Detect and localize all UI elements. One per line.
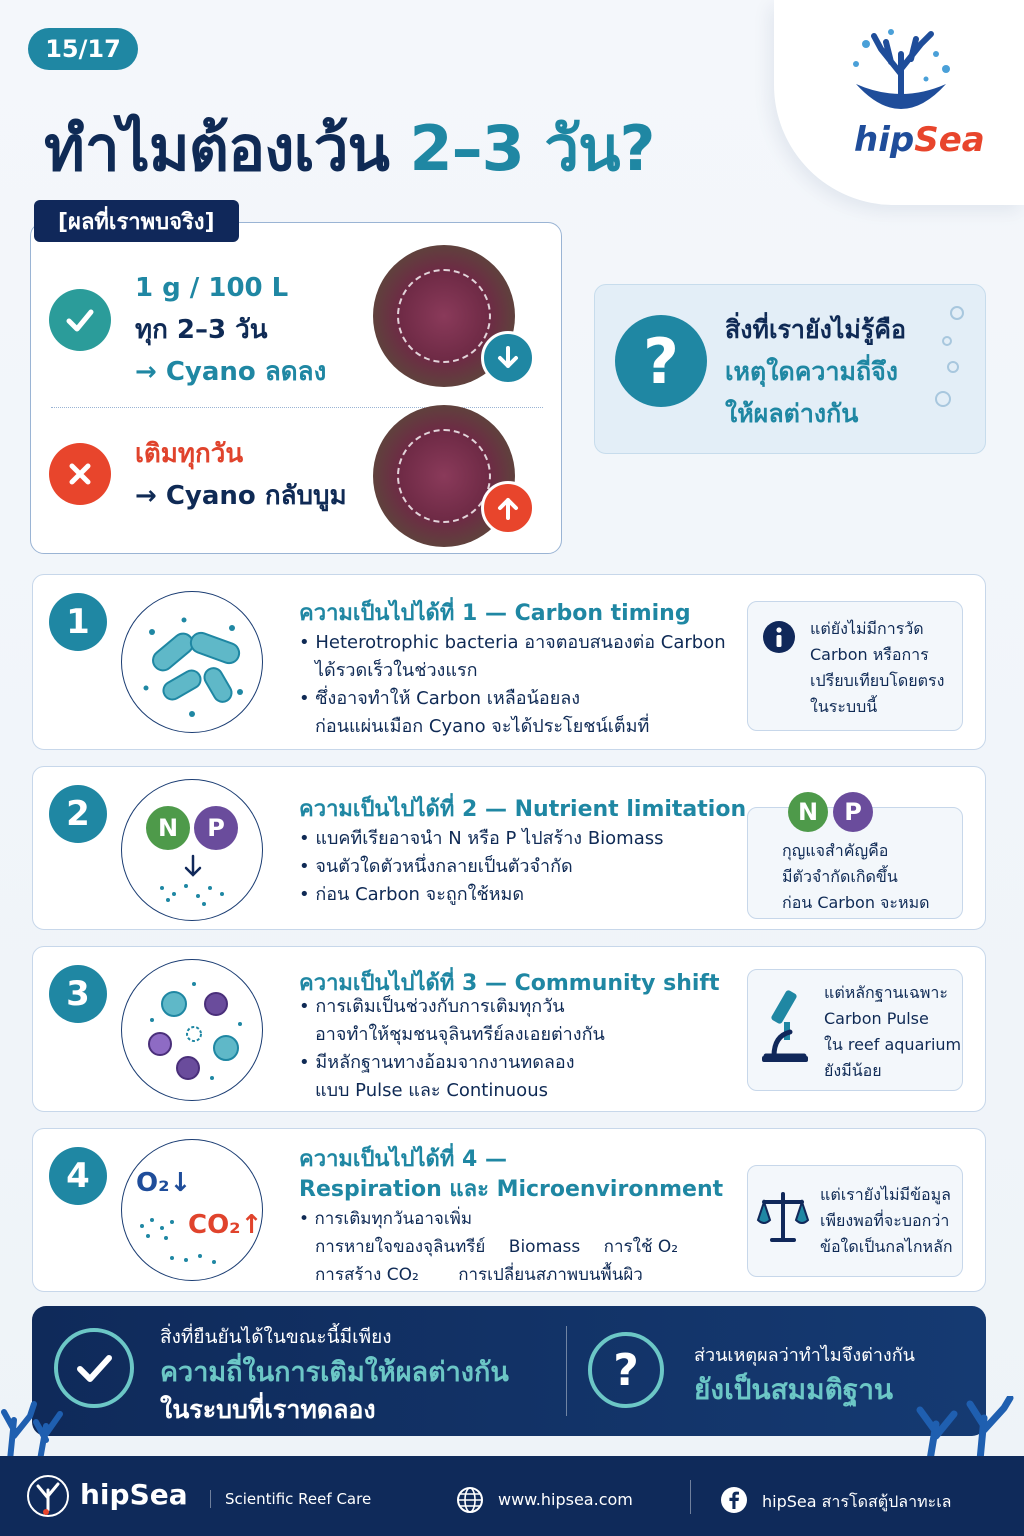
conclusion-line2: ความถี่ในการเติมให้ผลต่างกัน — [160, 1357, 509, 1388]
page-badge: 15/17 — [28, 28, 138, 70]
possibility-card-1 — [32, 574, 986, 750]
good-result: → Cyano ลดลง — [135, 357, 327, 387]
unknown-text: สิ่งที่เรายังไม่รู้คือ เหตุใดความถี่จึง ให้ผลต่างกัน — [725, 315, 907, 428]
footer-facebook-link[interactable]: hipSea สารโดสตู้ปลาทะเล — [762, 1492, 952, 1511]
logo-wordmark: hipSea — [854, 120, 985, 160]
microscope-icon — [756, 986, 814, 1066]
good-dose: 1 g / 100 L — [135, 273, 289, 303]
footer-tagline: Scientific Reef Care — [210, 1490, 371, 1508]
bad-result: → Cyano กลับบูม — [135, 481, 347, 511]
bad-dose: เติมทุกวัน — [135, 439, 244, 469]
cross-icon — [49, 443, 111, 505]
possibility-number: 3 — [49, 965, 107, 1023]
coral-logo-icon — [836, 24, 966, 124]
info-icon — [762, 620, 796, 654]
footer — [0, 1456, 1024, 1536]
title-highlight: 2–3 วัน? — [409, 112, 655, 185]
hypothesis-line2: ยังเป็นสมมติฐาน — [694, 1373, 894, 1406]
possibility-number: 4 — [49, 1147, 107, 1205]
possibility-card-2 — [32, 766, 986, 930]
bacteria-icon — [121, 591, 263, 733]
possibility-note: แต่ยังไม่มีการวัด Carbon หรือการ เปรียบเทียบโดยตรง ในระบบนี้ — [747, 601, 963, 731]
footer-website-link[interactable]: www.hipsea.com — [498, 1490, 633, 1509]
unknown-box — [594, 284, 986, 454]
possibility-note: แต่หลักฐานเฉพาะ Carbon Pulse ใน reef aquarium ยังมีน้อย — [747, 969, 963, 1091]
nitrogen-icon: N — [788, 792, 828, 832]
results-card — [30, 222, 562, 554]
possibility-title: ความเป็นไปได้ที่ 3 — Community shift — [299, 971, 720, 996]
question-circle-icon: ? — [588, 1332, 664, 1408]
coral-right-icon — [900, 1396, 1024, 1460]
globe-icon — [456, 1486, 484, 1514]
possibility-title: ความเป็นไปได้ที่ 1 — Carbon timing — [299, 601, 691, 626]
arrow-up-icon — [481, 481, 535, 535]
coral-left-icon — [0, 1400, 90, 1460]
possibility-note: N P กุญแจสำคัญคือ มีตัวจำกัดเกิดขึ้น ก่อน Carbon จะหมด — [747, 807, 963, 919]
balance-scale-icon — [756, 1188, 810, 1248]
possibility-bullets: • แบคทีเรียอาจนำ N หรือ P ไปสร้าง Biomass • จนตัวใดตัวหนึ่งกลายเป็นตัวจำกัด • ก่อน Carbon จะถูกใช้หมด — [299, 825, 664, 909]
results-label: [ผลที่เราพบจริง] — [34, 200, 239, 242]
possibility-title-line1: ความเป็นไปได้ที่ 4 — — [299, 1147, 507, 1172]
divider — [51, 407, 543, 408]
title-main: ทำไมต้องเว้น — [44, 112, 410, 185]
gas-exchange-icon: O₂↓ CO₂↑ — [121, 1139, 263, 1281]
check-icon — [49, 289, 111, 351]
question-icon: ? — [615, 315, 707, 407]
page-title — [44, 100, 655, 198]
brand-logo — [774, 0, 1024, 205]
footer-brand: hipSea — [80, 1478, 188, 1511]
possibility-number: 1 — [49, 593, 107, 651]
footer-logo-icon — [26, 1474, 70, 1518]
hypothesis-line1: ส่วนเหตุผลว่าทำไมจึงต่างกัน — [694, 1345, 915, 1366]
possibility-bullets: • การเติมทุกวันอาจเพิ่ม การหายใจของจุลินทรีย์ Biomass การใช้ O₂ การสร้าง CO₂ การเปลี่ยนสภาพบนพื้นผิว — [299, 1205, 678, 1289]
possibility-bullets: • การเติมเป็นช่วงกับการเติมทุกวัน อาจทำให้ชุมชนจุลินทรีย์ลงเอยต่างกัน • มีหลักฐานทางอ้อมจากงานทดลอง แบบ Pulse และ Continuous — [299, 993, 605, 1105]
possibility-bullets: • Heterotrophic bacteria อาจตอบสนองต่อ Carbon ได้รวดเร็วในช่วงแรก • ซึ่งอาจทำให้ Carbon เหลือน้อยลง ก่อนแผ่นเมือก Cyano จะได้ประโยชน์เต็มที่ — [299, 629, 726, 741]
banner-divider — [566, 1326, 567, 1416]
possibility-card-4 — [32, 1128, 986, 1292]
possibility-number: 2 — [49, 785, 107, 843]
phosphorus-icon: P — [833, 792, 873, 832]
possibility-note: แต่เรายังไม่มีข้อมูล เพียงพอที่จะบอกว่า ข้อใดเป็นกลไกหลัก — [747, 1165, 963, 1277]
bubbles-icon — [931, 301, 971, 431]
check-circle-icon — [54, 1328, 134, 1408]
footer-separator — [690, 1480, 691, 1514]
conclusion-banner — [32, 1306, 986, 1436]
nutrient-np-icon: N P — [121, 779, 263, 921]
possibility-title: ความเป็นไปได้ที่ 2 — Nutrient limitation — [299, 797, 747, 822]
possibility-title-line2: Respiration และ Microenvironment — [299, 1177, 724, 1202]
conclusion-line3: ในระบบที่เราทดลอง — [160, 1395, 376, 1424]
good-interval: ทุก 2–3 วัน — [135, 315, 268, 345]
arrow-down-icon — [481, 331, 535, 385]
possibility-card-3 — [32, 946, 986, 1112]
facebook-icon — [720, 1486, 748, 1514]
conclusion-line1: สิ่งที่ยืนยันได้ในขณะนี้มีเพียง — [160, 1326, 392, 1348]
microbe-community-icon — [121, 959, 263, 1101]
